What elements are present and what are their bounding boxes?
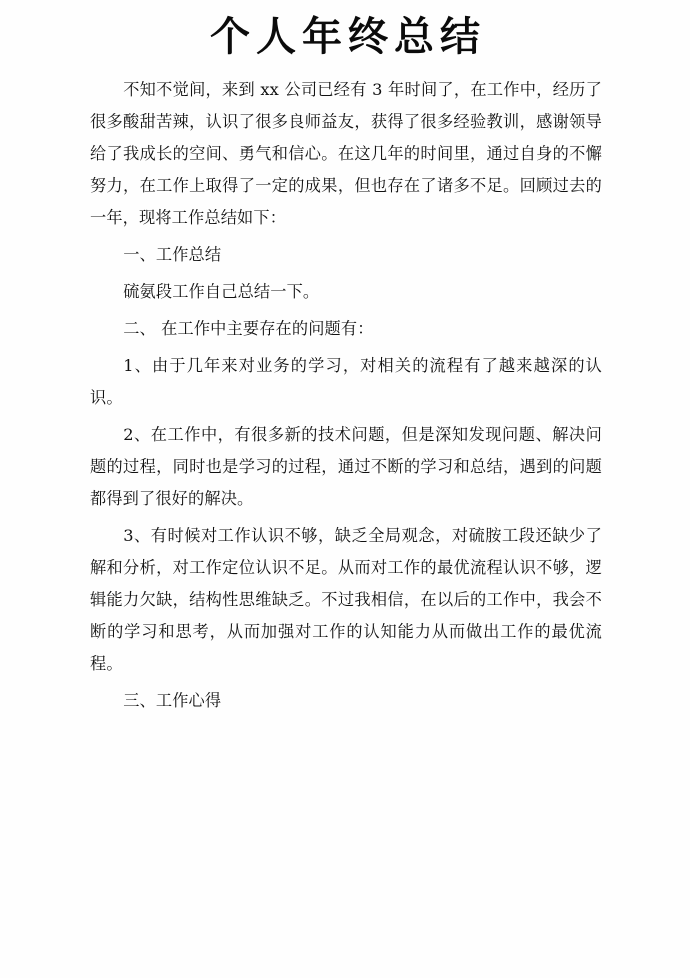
bottom-whitespace xyxy=(90,717,602,867)
heading-main-problems: 二、 在工作中主要存在的问题有： xyxy=(123,319,374,338)
paragraph-intro: 不知不觉间，来到 xx 公司已经有 3 年时间了，在工作中，经历了很多酸甜苦辣，认识了很多良师益友，获得了很多经验教训，感谢领导给了我成长的空间、勇气和信心。在这几年的时间里，通过自身的不懈努力，在工作上取得了一定的成果，但也存在了诸多不足。回顾过去的一年，现将工作总结如下： xyxy=(90,80,602,227)
heading-work-summary: 一、工作总结 xyxy=(123,245,222,264)
document-body xyxy=(90,74,602,867)
paragraph-item-1: 1、由于几年来对业务的学习，对相关的流程有了越来越深的认识。 xyxy=(90,356,602,407)
paragraph-item-2: 2、在工作中，有很多新的技术问题，但是深知发现问题、解决问题的过程，同时也是学习的过程，通过不断的学习和总结，遇到的问题都得到了很好的解决。 xyxy=(90,425,602,508)
heading-work-reflections: 三、工作心得 xyxy=(123,691,222,710)
paragraph-item-3: 3、有时候对工作认识不够，缺乏全局观念，对硫胺工段还缺少了解和分析，对工作定位认识不足。从而对工作的最优流程认识不够，逻辑能力欠缺，结构性思维缺乏。不过我相信，在以后的工作中，我会不断的学习和思考，从而加强对工作的认知能力从而做出工作的最优流程。 xyxy=(90,526,602,673)
paragraph-section-one-body: 硫氨段工作自己总结一下。 xyxy=(123,282,320,301)
page-title: 个人年终总结 xyxy=(210,14,486,60)
